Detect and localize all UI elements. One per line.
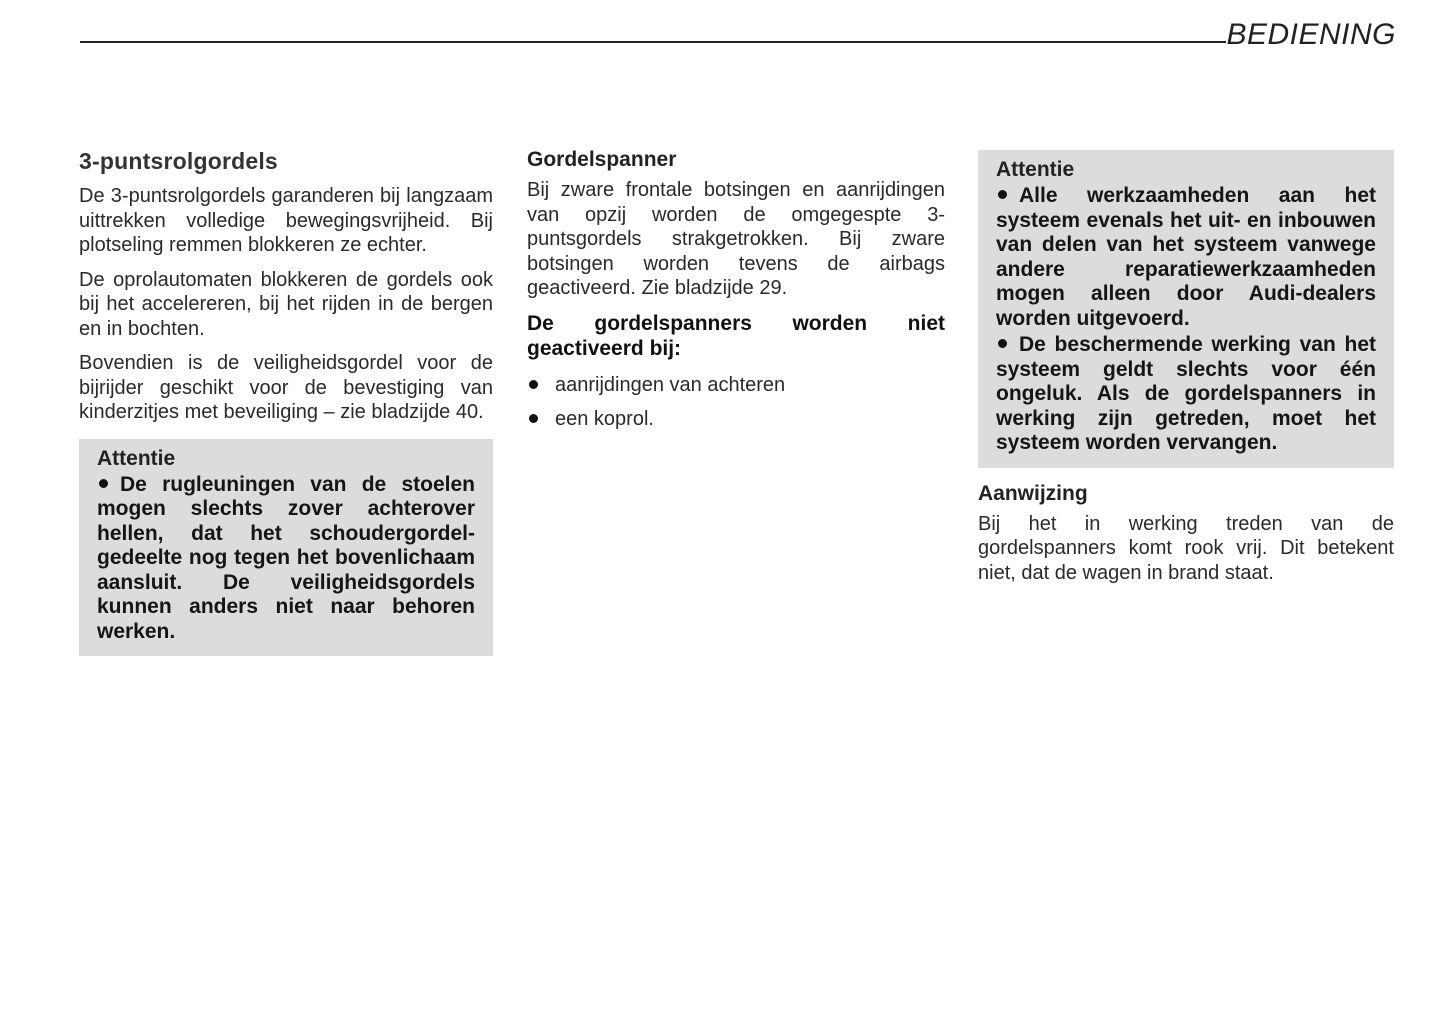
warning-item-text: Alle werkzaamheden aan het systeem evenals het uit- en inbouwen van delen van het systeem vanwege andere reparatiewerkzaamheden mogen alleen door Audi-dealers worden uitgevoerd. [996, 184, 1376, 330]
warning-item [996, 184, 1376, 331]
note-title: Aanwijzing [978, 481, 1088, 505]
section-label: BEDIENING [1226, 18, 1396, 51]
lead-text: De gordelspanners worden niet geactiveerd bij: [527, 311, 945, 360]
warning-title: Attentie [97, 446, 176, 470]
warning-item [996, 333, 1376, 456]
list-item-text: een koprol. [555, 407, 654, 430]
warning-item [97, 473, 475, 645]
bullet-icon [998, 339, 1007, 348]
bullet-icon [998, 190, 1007, 199]
column-1 [79, 148, 493, 656]
warning-box [79, 439, 493, 657]
warning-box [978, 150, 1394, 468]
column-2 [527, 148, 945, 441]
paragraph: De oprolautomaten blokkeren de gordels ook bij het accelereren, bij het rijden in de bergen en in bochten. [79, 268, 493, 340]
warning-title: Attentie [996, 158, 1075, 181]
bullet-list [527, 373, 945, 431]
list-item [527, 407, 945, 431]
paragraph: De 3-puntsrolgordels garanderen bij langzaam uittrekken volledige bewegingsvrijheid. Bij plotseling remmen blokkeren ze echter. [79, 185, 493, 256]
bullet-icon [99, 479, 108, 488]
warning-item-text: De rugleuningen van de stoelen mogen slechts zover achterover hellen, dat het schoudergordel-gedeelte nog tegen het bovenlichaam aansluit. De veiligheidsgordels kunnen anders niet naar behoren werken. [97, 472, 475, 643]
column-3 [978, 150, 1394, 595]
paragraph: Bij zware frontale botsingen en aanrijdingen van opzij worden de omgegespte 3-puntsgordels strakgetrokken. Bij zware botsingen worden tevens de airbags geactiveerd. Zie bladzijde 29. [527, 179, 945, 299]
paragraph: Bovendien is de veiligheidsgordel voor de bijrijder geschikt voor de bevestiging van kinderzitjes met beveiliging – zie bladzijde 40. [79, 352, 493, 423]
section-title: 3-puntsrolgordels [79, 148, 278, 174]
warning-item-text: De beschermende werking van het systeem geldt slechts voor één ongeluk. Als de gordelspanners in werking zijn getreden, moet het systeem worden vervangen. [996, 333, 1376, 454]
list-item [527, 373, 945, 397]
bullet-icon [529, 380, 538, 389]
note-text: Bij het in werking treden van de gordelspanners komt rook vrij. Dit betekent niet, dat de wagen in brand staat. [978, 512, 1394, 584]
section-title: Gordelspanner [527, 148, 677, 171]
list-item-text: aanrijdingen van achteren [555, 373, 786, 396]
header-rule [80, 41, 1226, 43]
bullet-icon [529, 414, 538, 423]
